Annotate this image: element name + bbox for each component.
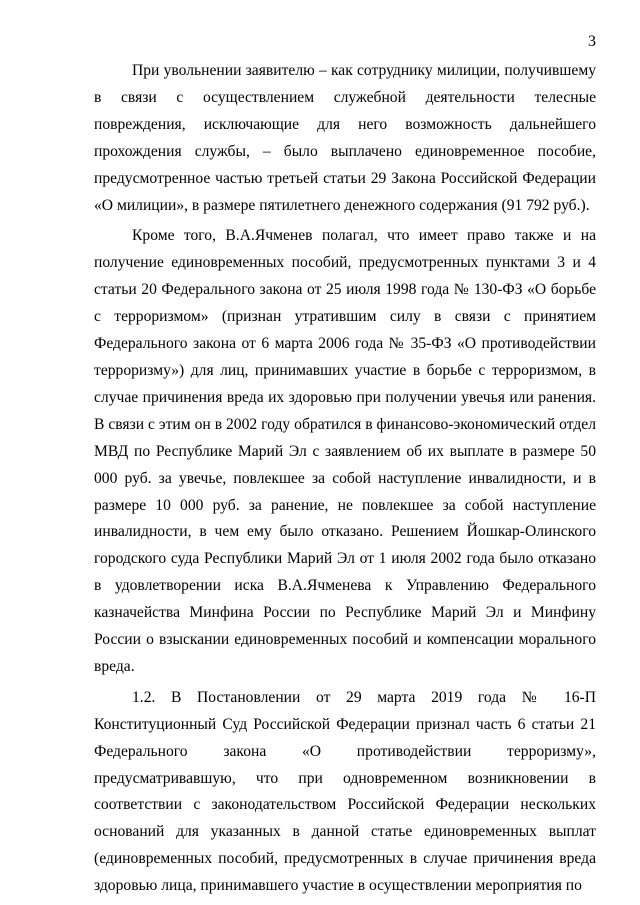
paragraph-court-ruling: 1.2. В Постановлении от 29 марта 2019 года № 16-П Конституционный Суд Российской Федерации признал часть 6 статьи 21 Федерального закона «О противодействии терроризму», предусматривавшую, что при одновременном возникновении в соответствии с законодательством Российской Федерации нескольких оснований для указанных в данной статье единовременных выплат (единовременных пособий, предусмотренных в случае причинения вреда здоровью лица, принимавшего участие в осуществлении мероприятия по [94,688,596,895]
paragraph-claim-history: Кроме того, В.А.Ячменев полагал, что имеет право также и на получение единовременных пособий, предусмотренных пунктами 3 и 4 статьи 20 Федерального закона от 25 июля 1998 года № 130-ФЗ «О борьбе с терроризмом» (признан утратившим силу в связи с принятием Федерального закона от 6 марта 2006 года № 35-ФЗ «О противодействии терроризму») для лиц, принимавших участие в борьбе с терроризмом, в случае причинения вреда их здоровью при получении увечья или ранения. В связи с этим он в 2002 году обратился в финансово-экономический отдел МВД по Республике Марий Эл с заявлением об их выплате в размере 50 000 руб. за увечье, повлекшее за собой наступление инвалидности, и в размере 10 000 руб. за ранение, не повлекшее за собой наступление инвалидности, в чем ему было отказано. Решением Йошкар-Олинского городского суда Республики Марий Эл от 1 июля 2002 года было отказано в удовлетворении иска В.А.Ячменева к Управлению Федерального казначейства Минфина России по Республике Марий Эл и Минфину России о взыскании единовременных пособий и компенсации морального вреда. [94,227,596,675]
paragraph-dismissal-payment: При увольнении заявителю – как сотруднику милиции, получившему в связи с осуществлением служебной деятельности телесные повреждения, исключающие для него возможность дальнейшего прохождения службы, – было выплачено единовременное пособие, предусмотренное частью третьей статьи 29 Закона Российской Федерации «О милиции», в размере пятилетнего денежного содержания (91 792 руб.). [94,62,596,214]
document-body [94,58,596,900]
page-number: 3 [588,33,596,50]
